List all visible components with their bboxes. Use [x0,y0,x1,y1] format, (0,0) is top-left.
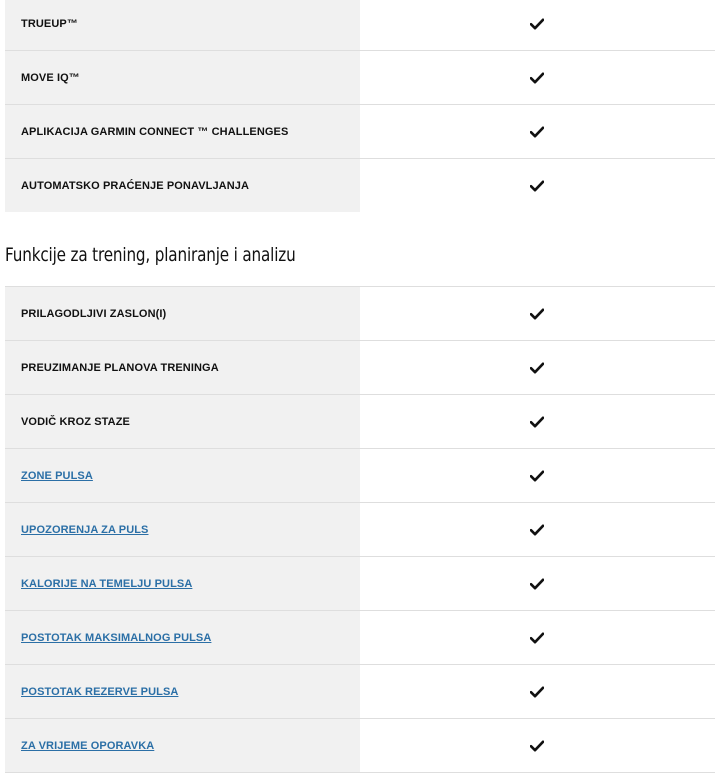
checkmark-icon [530,180,544,192]
spec-label-cell [5,719,360,772]
feature-label: PREUZIMANJE PLANOVA TRENINGA [21,361,219,374]
spec-label-cell [5,51,360,104]
spec-row-aplikacija-garmin-connect-challenges [5,105,715,159]
spec-value-cell [360,719,715,772]
spec-row-postotak-rezerve-pulsa [5,665,715,719]
checkmark-icon [530,740,544,752]
spec-value-cell [360,341,715,394]
checkmark-icon [530,578,544,590]
spec-row-move-iq [5,51,715,105]
spec-label-cell [5,395,360,448]
checkmark-icon [530,524,544,536]
spec-row-upozorenja-za-puls [5,503,715,557]
spec-label-cell [5,105,360,158]
feature-link-upozorenja-za-puls[interactable]: UPOZORENJA ZA PULS [21,523,149,536]
checkmark-icon [530,362,544,374]
feature-label: AUTOMATSKO PRAĆENJE PONAVLJANJA [21,179,250,192]
checkmark-icon [530,686,544,698]
spec-value-cell [360,395,715,448]
spec-label-cell [5,449,360,502]
checkmark-icon [530,18,544,30]
spec-label-cell [5,557,360,610]
spec-label-cell [5,341,360,394]
section-title-training: Funkcije za trening, planiranje i analizu [5,244,296,266]
spec-row-prilagodljivi-zaslon-i [5,287,715,341]
checkmark-icon [530,416,544,428]
spec-label-cell [5,611,360,664]
spec-value-cell [360,105,715,158]
spec-row-postotak-maksimalnog-pulsa [5,611,715,665]
spec-row-zone-pulsa [5,449,715,503]
spec-label-cell [5,665,360,718]
spec-table-training [5,286,715,773]
spec-label-cell [5,503,360,556]
spec-value-cell [360,611,715,664]
spec-value-cell [360,0,715,50]
spec-value-cell [360,287,715,340]
feature-label: TRUEUP™ [21,17,78,30]
spec-row-kalorije-na-temelju-pulsa [5,557,715,611]
spec-value-cell [360,159,715,212]
feature-link-zone-pulsa[interactable]: ZONE PULSA [21,469,93,482]
spec-row-preuzimanje-planova-treninga [5,341,715,395]
spec-table-general [5,0,715,212]
spec-value-cell [360,665,715,718]
spec-value-cell [360,51,715,104]
checkmark-icon [530,470,544,482]
feature-link-postotak-rezerve-pulsa[interactable]: POSTOTAK REZERVE PULSA [21,685,179,698]
feature-link-kalorije-na-temelju-pulsa[interactable]: KALORIJE NA TEMELJU PULSA [21,577,193,590]
spec-value-cell [360,503,715,556]
feature-label: VODIČ KROZ STAZE [21,415,130,428]
spec-row-trueup [5,0,715,51]
feature-link-postotak-maksimalnog-pulsa[interactable]: POSTOTAK MAKSIMALNOG PULSA [21,631,212,644]
spec-value-cell [360,449,715,502]
checkmark-icon [530,308,544,320]
checkmark-icon [530,72,544,84]
feature-label: PRILAGODLJIVI ZASLON(I) [21,307,167,320]
feature-label: APLIKACIJA GARMIN CONNECT ™ CHALLENGES [21,125,289,138]
spec-value-cell [360,557,715,610]
feature-link-za-vrijeme-oporavka[interactable]: ZA VRIJEME OPORAVKA [21,739,155,752]
spec-label-cell [5,159,360,212]
spec-label-cell [5,0,360,50]
spec-row-vodic-kroz-staze [5,395,715,449]
spec-label-cell [5,287,360,340]
checkmark-icon [530,632,544,644]
checkmark-icon [530,126,544,138]
feature-label: MOVE IQ™ [21,71,80,84]
spec-row-automatsko-pracenje-ponavljanja [5,159,715,212]
